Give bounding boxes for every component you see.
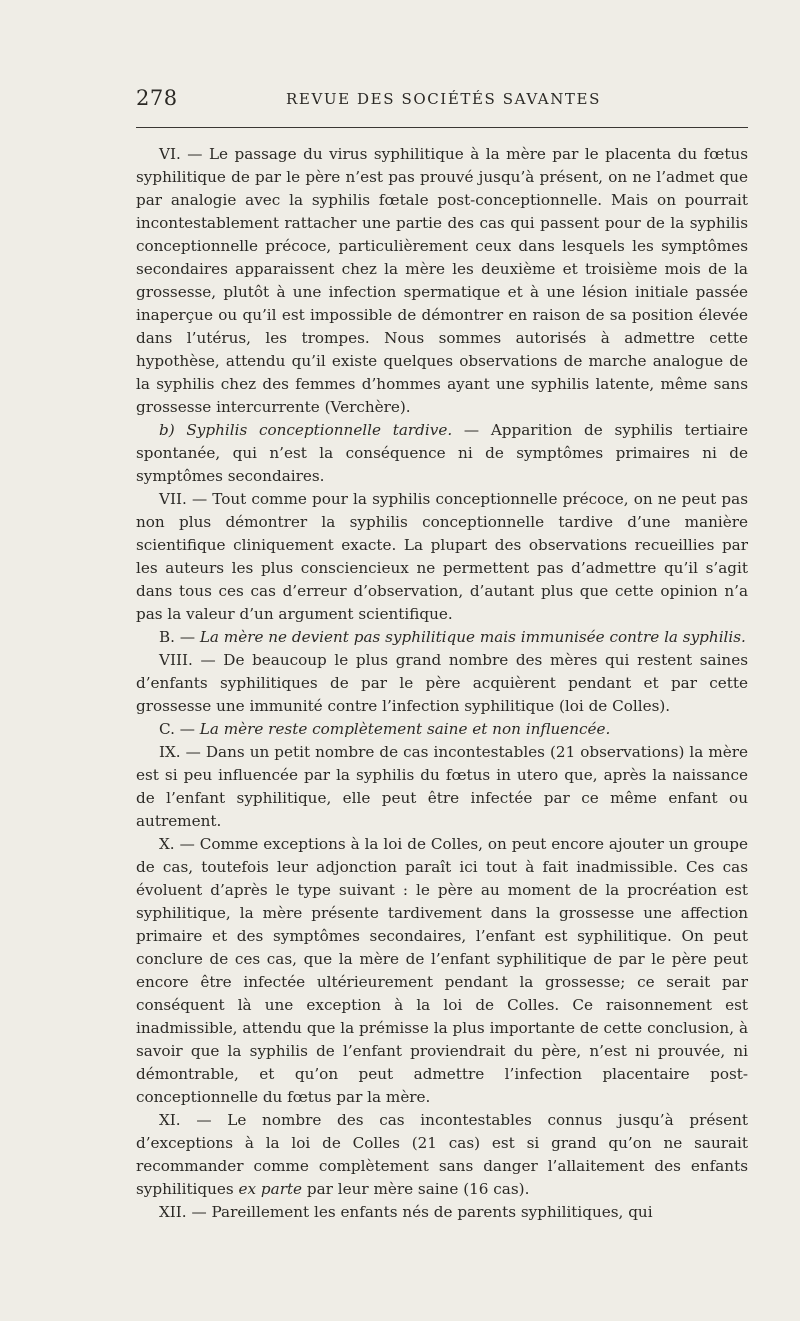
section-heading-b: B. — La mère ne devient pas syphilitique mais immunisée contre la syphilis. (159, 628, 746, 646)
running-title: REVUE DES SOCIÉTÉS SAVANTES (286, 90, 601, 108)
body-text (136, 143, 748, 1224)
paragraph-x: X. — Comme exceptions à la loi de Colles, on peut encore ajouter un groupe de cas, toutefois leur adjonction paraît ici tout à fait inadmissible. Ces cas évoluent d’après le type suivant : le père au moment de la procréation est syphilitique, la mère présente tardivement dans la grossesse une affection primaire et des symptômes secondaires, l’enfant est syphilitique. On peut conclure de ces cas, que la mère de l’enfant syphilitique de par le père peut encore être infectée ultérieurement pendant la grossesse; ce serait par conséquent là une exception à la loi de Colles. Ce raisonnement est inadmissible, attendu que la prémisse la plus importante de cette conclusion, à savoir que la syphilis de l’enfant proviendrait du père, n’est ni prouvée, ni démontrable, et qu’on peut admettre l’infection placentaire post-conceptionnelle du fœtus par la mère. (136, 835, 748, 1106)
paragraph-vii: VII. — Tout comme pour la syphilis conceptionnelle précoce, on ne peut pas non plus démontrer la syphilis conceptionnelle tardive d’une manière scientifique cliniquement exacte. La plupart des observations recueillies par les auteurs les plus consciencieux ne permettent pas d’admettre qu’il s’agit dans tous ces cas d’erreur d’observation, d’autant plus que cette opinion n’a pas la valeur d’un argument scientifique. (136, 490, 748, 623)
paragraph-b-tardive: b) Syphilis conceptionnelle tardive. — Apparition de syphilis tertiaire spontanée, qui n’est la conséquence ni de symptômes primaires ni de symptômes secondaires. (136, 421, 748, 485)
paragraph-ix: IX. — Dans un petit nombre de cas incontestables (21 observations) la mère est si peu influencée par la syphilis du fœtus in utero que, après la naissance de l’enfant syphilitique, elle peut être infectée par ce même enfant ou autrement. (136, 743, 748, 830)
paragraph-vi: VI. — Le passage du virus syphilitique à la mère par le placenta du fœtus syphilitique de par le père n’est pas prouvé jusqu’à présent, on ne l’admet que par analogie avec la syphilis fœtale post-conceptionnelle. Mais on pourrait incontestablement rattacher une partie des cas qui passent pour de la syphilis conceptionnelle précoce, particulièrement ceux dans lesquels les symptômes secondaires apparaissent chez la mère les deuxième et troisième mois de la grossesse, plutôt à une infection spermatique et à une lésion initiale passée inaperçue ou qu’il est impossible de démontrer en raison de sa position élevée dans l’utérus, les trompes. Nous sommes autorisés à admettre cette hypothèse, attendu qu’il existe quelques observations de marche analogue de la syphilis chez des femmes d’hommes ayant une syphilis latente, même sans grossesse intercurrente (Verchère). (136, 145, 748, 416)
paragraph-viii: VIII. — De beaucoup le plus grand nombre des mères qui restent saines d’enfants syphilitiques de par le père acquièrent pendant et par cette grossesse une immunité contre l’infection syphilitique (loi de Colles). (136, 651, 748, 715)
header-rule (136, 127, 748, 128)
paragraph-xii: XII. — Pareillement les enfants nés de parents syphilitiques, qui (159, 1203, 653, 1221)
section-heading-c: C. — La mère reste complètement saine et non influencée. (159, 720, 611, 738)
paragraph-xi: XI. — Le nombre des cas incontestables connus jusqu’à présent d’exceptions à la loi de Colles (21 cas) est si grand qu’on ne saurait recommander comme complètement sans danger l’allaitement des enfants syphilitiques ex parte par leur mère saine (16 cas). (136, 1111, 748, 1198)
page-number: 278 (136, 86, 178, 110)
